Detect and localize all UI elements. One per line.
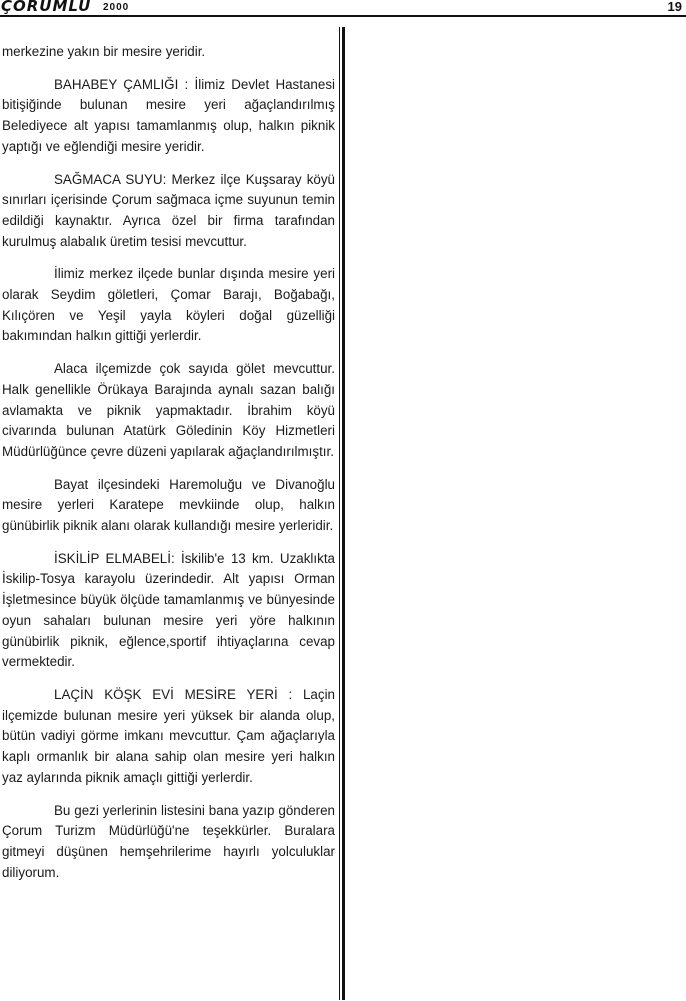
paragraph-sagmaca-suyu: SAĞMACA SUYU: Merkez ilçe Kuşsaray köyü sınırları içerisinde Çorum sağmaca içme suyunun temin edildiği kaynaktır. Ayrıca özel bir firma tarafından kurulmuş alabalık üretim tesisi mevcuttur. [2, 171, 335, 249]
paragraph-lacin-kosk-evi: LAÇİN KÖŞK EVİ MESİRE YERİ : Laçin ilçemizde bulunan mesire yeri yüksek bir alanda olup, bütün vadiyi görme imkanı mevcuttur. Çam ağaçlarıyla kaplı ormanlık bir alana sahip olan mesire yeri halkın yaz aylarında piknik amaçlı gittiği yerlerdir. [2, 686, 335, 785]
magazine-logo: ÇORUMLU [1, 0, 92, 15]
paragraph-bayat: Bayat ilçesindeki Haremoluğu ve Divanoğlu mesire yerleri Karatepe mevkiinde olup, halkın günübirlik piknik alanı olarak kullandığı mesire yerleridir. [2, 476, 335, 534]
paragraph-bahabey-camligi: BAHABEY ÇAMLIĞI : İlimiz Devlet Hastanesi bitişiğinde bulunan mesire yeri ağaçlandırılmış Belediyece alt yapısı tamamlanmış olup, halkın piknik yaptığı ve eğlendiği mesire yeridir. [2, 76, 335, 154]
issue-year: 2000 [103, 2, 130, 13]
paragraph-alaca: Alaca ilçemizde çok sayıda gölet mevcuttur. Halk genellikle Örükaya Barajında aynalı sazan balığı avlamakta ve piknik yapmaktadır. İbrahim köyü civarında bulunan Atatürk Göledinin Köy Hizmetleri Müdürlüğünce çevre düzeni yapılarak ağaçlandırılmıştır. [2, 361, 335, 459]
column-divider-thick [342, 27, 345, 1000]
paragraph-merkez-ilce: İlimiz merkez ilçede bunlar dışında mesire yeri olarak Seydim göletleri, Çomar Barajı, Boğabağı, Kılıçören ve Yeşil yayla köyleri doğal güzelliği bakımından halkın gittiği yerlerdir. [2, 266, 335, 344]
paragraph-continuation: merkezine yakın bir mesire yeridir. [2, 44, 206, 59]
header-rule [0, 15, 686, 17]
column-divider-thin [339, 27, 340, 1000]
page-number: 19 [667, 0, 682, 14]
article-column [2, 42, 335, 895]
paragraph-iskilip-elmabeli: İSKİLİP ELMABELİ: İskilib'e 13 km. Uzaklıkta İskilip-Tosya karayolu üzerindedir. Alt yapısı Orman İşletmesince büyük ölçüde tamamlanmış ve bünyesinde oyun sahaları bulunan mesire yeri yöre halkının günübirlik piknik, eğlence,sportif ihtiyaçlarına cevap vermektedir. [2, 550, 335, 670]
page-header [0, 0, 686, 18]
paragraph-closing: Bu gezi yerlerinin listesini bana yazıp gönderen Çorum Turizm Müdürlüğü'ne teşekkürler. Buralara gitmeyi düşünen hemşehrilerime hayırlı yolculuklar diliyorum. [2, 802, 335, 880]
